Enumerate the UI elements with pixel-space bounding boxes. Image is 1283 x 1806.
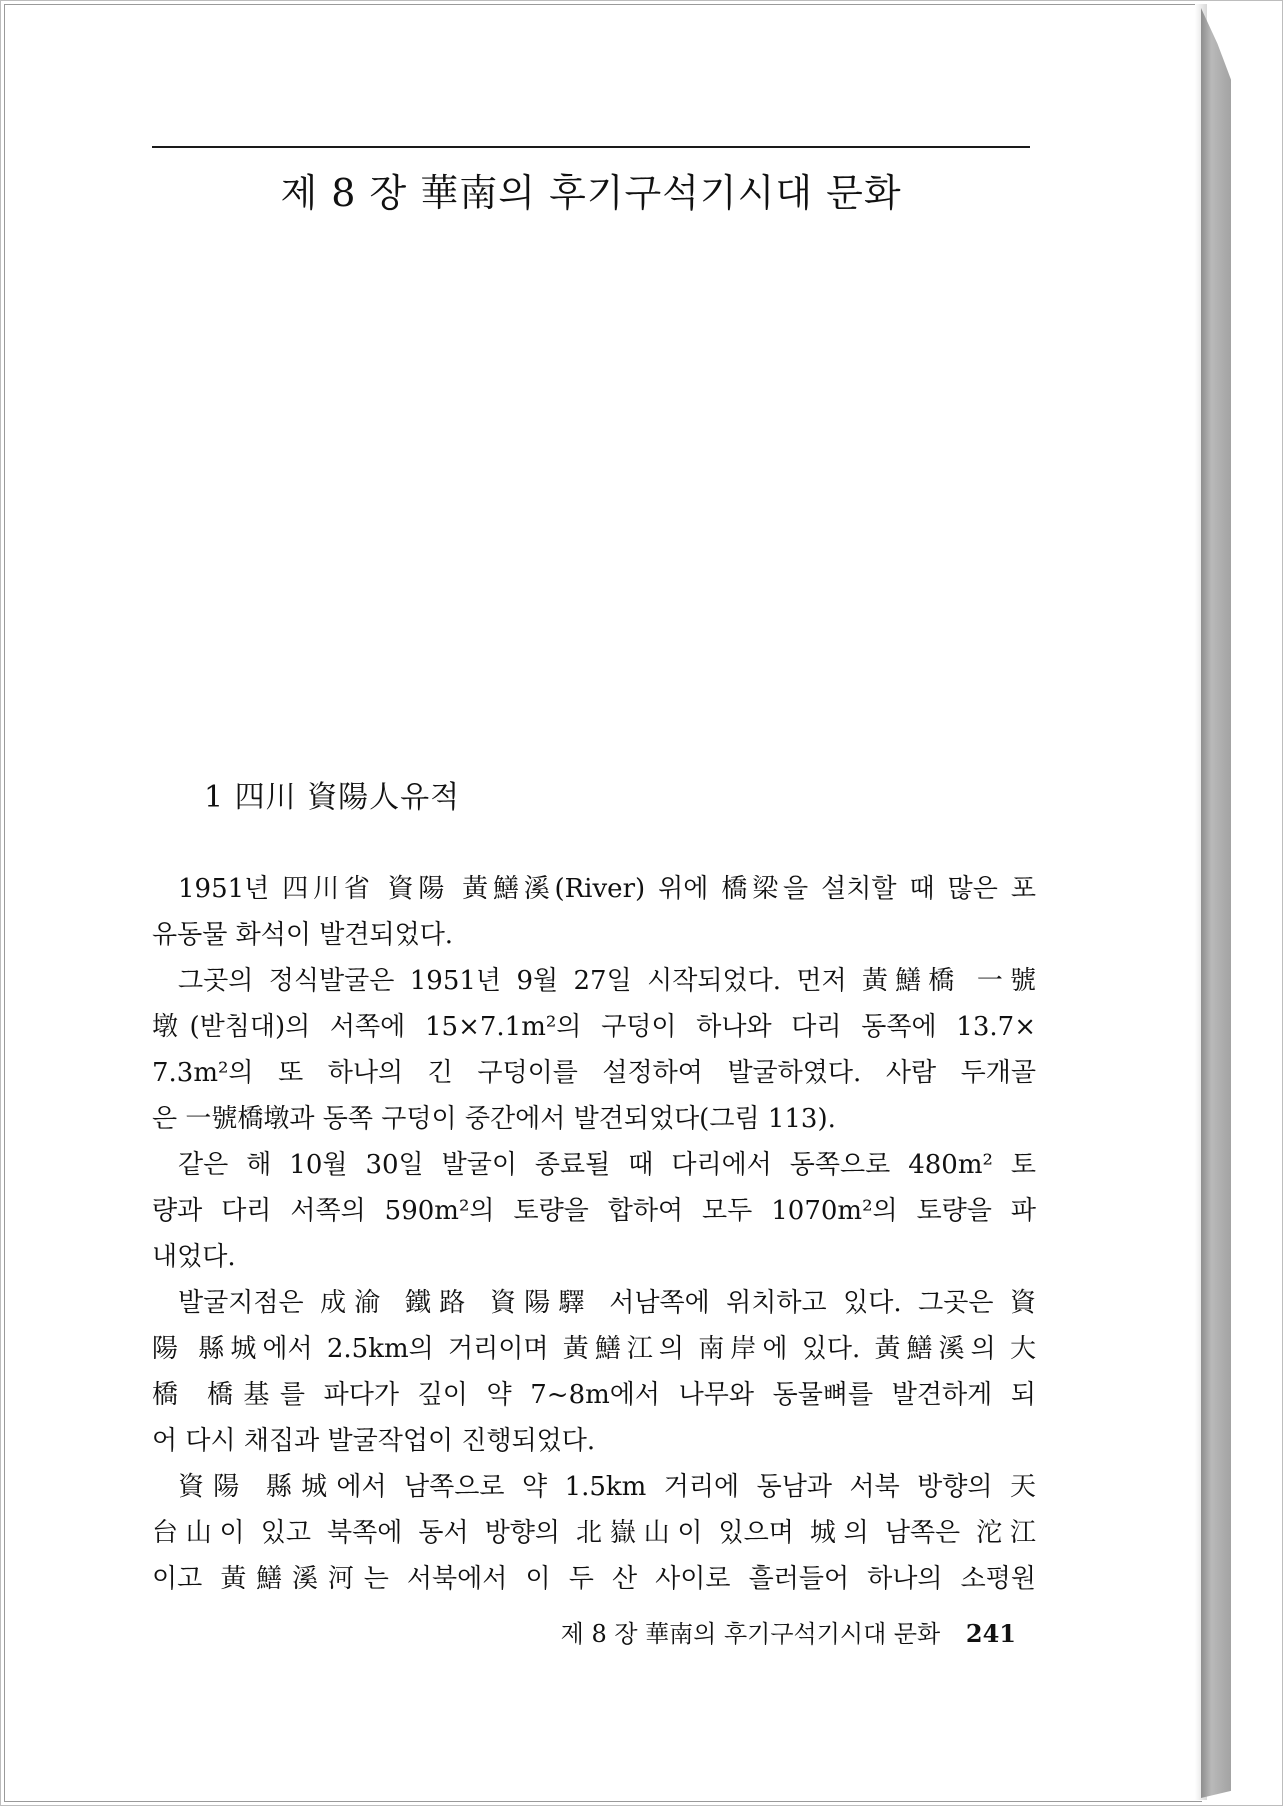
text-line: 은 一號橋墩과 동쪽 구덩이 중간에서 발견되었다(그림 113). [152, 1104, 836, 1134]
page-edge-thickness [1201, 8, 1231, 1798]
text-line: 내었다. [152, 1242, 236, 1272]
section-heading: 1 四川 資陽人유적 [204, 780, 461, 815]
text-line: 어 다시 채집과 발굴작업이 진행되었다. [152, 1426, 596, 1456]
page-number: 241 [965, 1619, 1016, 1648]
page-footer [500, 1614, 1016, 1649]
text-line: 台山이 있고 북쪽에 동서 방향의 北嶽山이 있으며 城의 남쪽은 沱江 [152, 1518, 1036, 1548]
header-rule [152, 146, 1030, 148]
chapter-title: 제 8 장 華南의 후기구석기시대 문화 [280, 171, 902, 215]
text-line: 같은 해 10월 30일 발굴이 종료될 때 다리에서 동쪽으로 480m² 토 [178, 1150, 1036, 1180]
text-line: 량과 다리 서쪽의 590m²의 토량을 합하여 모두 1070m²의 토량을 파 [152, 1196, 1036, 1226]
body-text [152, 866, 1036, 1602]
running-title: 제 8 장 華南의 후기구석기시대 문화 [560, 1620, 941, 1648]
text-line: 1951년 四川省 資陽 黃鱔溪(River) 위에 橋梁을 설치할 때 많은 포 [178, 874, 1036, 904]
text-line: 이고 黃鱔溪河는 서북에서 이 두 산 사이로 흘러들어 하나의 소평원 [152, 1564, 1036, 1594]
text-line: 유동물 화석이 발견되었다. [152, 920, 454, 950]
text-line: 7.3m²의 또 하나의 긴 구덩이를 설정하여 발굴하였다. 사람 두개골 [152, 1058, 1036, 1088]
text-line: 橋 橋基를 파다가 깊이 약 7~8m에서 나무와 동물뼈를 발견하게 되 [152, 1380, 1036, 1410]
text-line: 陽 縣城에서 2.5km의 거리이며 黃鱔江의 南岸에 있다. 黃鱔溪의 大 [152, 1334, 1036, 1364]
text-line: 資陽 縣城에서 남쪽으로 약 1.5km 거리에 동남과 서북 방향의 天 [178, 1472, 1036, 1502]
text-line: 그곳의 정식발굴은 1951년 9월 27일 시작되었다. 먼저 黃鱔橋 一號 [178, 966, 1036, 996]
text-line: 墩(받침대)의 서쪽에 15×7.1m²의 구덩이 하나와 다리 동쪽에 13.7× [152, 1012, 1036, 1042]
text-line: 발굴지점은 成渝 鐵路 資陽驛 서남쪽에 위치하고 있다. 그곳은 資 [178, 1288, 1036, 1318]
